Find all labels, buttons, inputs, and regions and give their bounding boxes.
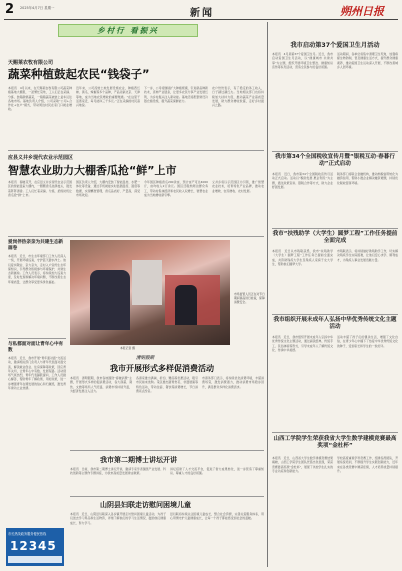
- story6-body-col1: 本报讯 日前，我市第二期博士讲坛开讲，邀请专家学者围绕产业发展、科技创新等主题作专题讲座，为我市高质量发展建言献策。: [70, 467, 166, 476]
- photo-caption: 市场监管人员正在对节日期间商品进行检查，保障消费安全。: [234, 292, 265, 304]
- page-header: [0, 0, 402, 20]
- story1-body-col2: 近年来，公司流转土地发展设施农业，种植西红柿、黄瓜、辣椒等多个品种，产品远销北京、天津等地，成为当地农民增收的重要渠道。“在这里干活离家近，每月能挣三千多元。”正在采摘的村民高兴地说。: [76, 86, 140, 108]
- story7-body-col2: 县妇联将持续关注困境儿童成长，整合社会资源，完善关爱服务体系，用心用情守护儿童健康成长，让每一个孩子都能感受到社会的温暖。: [170, 512, 264, 521]
- story1-kicker: 天赐莱农牧有限公司: [8, 60, 54, 66]
- right1-body-b: 活动期间，各单位将集中清理卫生死角，加强病媒生物防制，普及健康生活方式，提升群众健康素养，推动爱国卫生运动深入开展，不断改善城乡人居环境。: [337, 52, 398, 69]
- right3-headline: 我市“扶残助学（大学生）圆梦工程”工作任务提前全面完成: [272, 231, 398, 244]
- header-rule: [4, 19, 398, 20]
- news-photo-market: [70, 240, 230, 345]
- story2-body-col1: 本报讯 春暖花开，在应县义井乡现代农业示范园区的智能温室大棚内，一颗颗香瓜挂满枝头，散发着阵阵清香。工人们忙着采摘、分拣，抢抓时机让香瓜抢“鲜”上市。: [8, 180, 72, 197]
- divider: [8, 236, 264, 237]
- section-title: 新闻: [190, 8, 214, 19]
- right5-headline: 山西工学院学生荣获我省大学生数学建模竞赛最高奖项“金杜杯”: [273, 436, 397, 449]
- story5-body-col3: 市商务部门表示，将持续优化消费环境，丰富消费场景，激发消费潜力，推动消费市场稳步回升，满足群众多样化消费需求。: [202, 376, 264, 389]
- right4-body-b: 活动丰富了孩子们的课余生活，增强了文化自信，在青少年心中播下了热爱中华优秀传统文化的种子，受到家长和学生的一致好评。: [337, 335, 398, 348]
- story7-headline: 山阴县妇联走访慰问困境儿童: [100, 501, 191, 509]
- story6-headline: 我市第二期博士讲坛开讲: [100, 456, 177, 464]
- right4-body-a: 本报讯 近日，我市组织开展未成年人弘扬中华优秀传统文化主题活动，通过诵读经典、传统手工、民俗体验等形式，引导未成年人了解传统文化、传承中华美德。: [272, 335, 333, 352]
- right5-body-a: 本报讯 近日，山西省大学生数学建模竞赛结果揭晓，山西工学院学生团队凭借出色表现，荣获竞赛最高奖项“金杜杯”，展现了该校学生扎实的专业功底和创新能力。: [272, 456, 333, 473]
- story5-label: 清明假期: [136, 356, 154, 361]
- right5-body-b: 学校高度重视学科竞赛工作，组建指导团队，开展系统培训，不断提升学生实践创新能力，近年来在各类竞赛中屡获佳绩，人才培养质量持续提升。: [337, 456, 398, 473]
- divider: [70, 450, 264, 451]
- story4-headline: 与私都面对面让青年心中有数: [8, 342, 64, 353]
- right2-headline: 我市第34个全国税收宣传月暨“银税互动·春暮行动”正式启动: [275, 154, 395, 167]
- hotline-label: 市长热线政务服务便民热线: [8, 532, 47, 536]
- story2-body-col2: 园区负责人介绍，大棚内安装了智能温控、水肥一体化等设备，通过手机就能实时监测温度、湿度等数据，实现精准管理，香瓜品质好、产量高，深受市场欢迎。: [76, 180, 140, 197]
- column-rule: [267, 22, 268, 567]
- story5-body-col1: 本报讯 清明假期，我市各地围绕“春暖消费”主题，开展形式多样的促消费活动，各大商超、餐饮、文旅等场所人气旺盛，消费市场持续升温，为经济发展注入活力。: [70, 376, 132, 393]
- divider: [70, 496, 264, 497]
- hotline-bar: [8, 556, 62, 563]
- story1-body-col1: 本报讯 4月以来，在天赐莱农牧有限公司蔬菜种植基地大棚里，一派繁忙景象，工人们正在采摘、分拣、装箱新鲜蔬菜，一箱箱蔬菜被装上货车运往各地市场。基地负责人介绍，公司采取“公司+合作社+农户”模式，带动周边村民在家门口就业增收。: [8, 86, 72, 112]
- story1-headline: 蔬菜种植鼓起农民“钱袋子”: [8, 67, 150, 81]
- divider: [272, 314, 398, 315]
- story6-body-col2: 讲坛搭建了人才交流平台，促进了智力成果转化，进一步营造了尊重知识、尊重人才的良好氛围。: [170, 467, 264, 476]
- right2-body-b: 税务部门将联合金融机构，推动纳税信用转化为融资信用，帮助小微企业解决融资难题，持续优化税收营商环境。: [337, 172, 398, 185]
- banner-title: 乡村行 看振兴: [97, 26, 159, 35]
- story2-body-col3: 今年园区种植香瓜200余亩，预计亩产可达4000斤，亩均收入2万余元。园区还吸纳周边群众务工，带动村集体经济和农民收入双增长，智慧农业成为当地增收新引擎。: [144, 180, 208, 197]
- hotline-number: 12345: [10, 539, 57, 553]
- story3-body: 本报讯 近日，市生态环境部门工作人员深入一线，开展环境巡查，守护蓝天碧水净土。他们爱岗敬业、亲力亲为，走村入户宣传生态环保知识，引导群众积极参与环境保护，共建生态新画卷。工作人员表示，将持续加大巡查力度，及时发现和解决环境问题，不断改善生态环境质量，让群众享受更多绿色福祉。: [8, 254, 66, 284]
- right3-body-b: 市残联表示，将持续做好助残助学工作，切实解决残疾学生实际困难，让他们安心求学、顺利成才，为残疾人事业发展贡献力量。: [337, 249, 398, 262]
- right3-body-a: 本报讯 近日从市残联获悉，我市“扶残助学（大学生）圆梦工程”工作任务已提前全面完成，共资助残疾大学生及残疾人家庭子女大学生，帮助他们圆梦大学。: [272, 249, 333, 266]
- photo-credit: 本报记者 摄: [120, 346, 135, 350]
- divider: [272, 432, 398, 433]
- masthead-logo: 朔州日报: [340, 5, 384, 18]
- right2-body-a: 本报讯 近日，我市第34个全国税收宣传月活动正式启动。活动以“税助发展 惠企利民”为主题，通过政策宣讲、银税合作等方式，助力企业纾困发展。: [272, 172, 333, 189]
- story2-body-col4: 义井乡将以示范园区为引领，推广智慧农业技术，培育特色产业品牌，推动农业增效、农民增收、农村发展。: [212, 180, 264, 193]
- story1-body-col3: 下一步，公司将继续扩大种植规模，引进新品种新技术，延伸产业链条，让更多农民分享产业发展红利，为乡村振兴注入新动能。基地还将配套建设冷链仓储设施，提升蔬菜保鲜能力。: [144, 86, 208, 103]
- right1-headline: 我市启动第37个爱国卫生月活动: [290, 42, 380, 49]
- divider: [8, 150, 264, 151]
- divider: [8, 338, 66, 339]
- story7-body-col1: 本报讯 近日，山阴县妇联深入各乡镇开展走访慰问困境儿童活动，为孩子们送去学习用品和生活物资，详细了解他们的学习生活情况，鼓励他们健康成长、努力学习。: [70, 512, 166, 525]
- story2-headline: 智慧农业助力大棚香瓜抢“鲜”上市: [8, 164, 177, 177]
- date-line: 2025年4月7日 星期一: [20, 6, 55, 10]
- right1-body-a: 本报讯 4月是第37个爱国卫生月。近日，我市启动爱国卫生月活动，以“健康城市 共建共享”为主题，组织开展环境卫生整治、健康知识宣传等系列活动，营造全民参与的良好氛围。: [272, 52, 333, 69]
- story3-headline: 爱岗伴热亲亲为共建生态新画卷: [8, 240, 64, 251]
- story4-body: 本报讯 近日，我市开展“青年面对面”交流活动，邀请相关部门负责人与青年代表面对面交流，解读就业创业、住房保障等政策，回应青年关切，让青年心中有数、发展有路。活动现场气氛热烈，青年代表踊跃提问，工作人员耐心解答，帮助青年了解政策、用好政策，进一步增强青年在朔发展的信心和归属感，激发青年建功立业热情。: [8, 356, 66, 391]
- story1-body-col4: 农户纷纷表示，有了稳定的务工收入，日子越过越红火。当地相关部门也将持续加大扶持力度，推动蔬菜产业高质量发展，助力群众增收致富，走好乡村振兴之路。: [212, 86, 264, 108]
- banner: [58, 24, 198, 37]
- story2-kicker: 应县义井乡现代农业示范园区: [8, 155, 74, 161]
- divider: [272, 151, 398, 152]
- divider: [272, 228, 398, 229]
- right4-headline: 我市组织开展未成年人弘扬中华优秀传统文化主题活动: [273, 317, 397, 330]
- story5-body-col2: 各商家推出满减、折扣、赠品等优惠活动，吸引市民前来选购。景区推出踏青赏花、非遗展演等特色活动，带动住宿、餐饮等消费增长，节日消费亮点纷呈。: [136, 376, 198, 393]
- hotline-box: [6, 528, 64, 566]
- page-number: 2: [5, 2, 15, 17]
- story5-headline: 我市开展形式多样促消费活动: [110, 364, 214, 373]
